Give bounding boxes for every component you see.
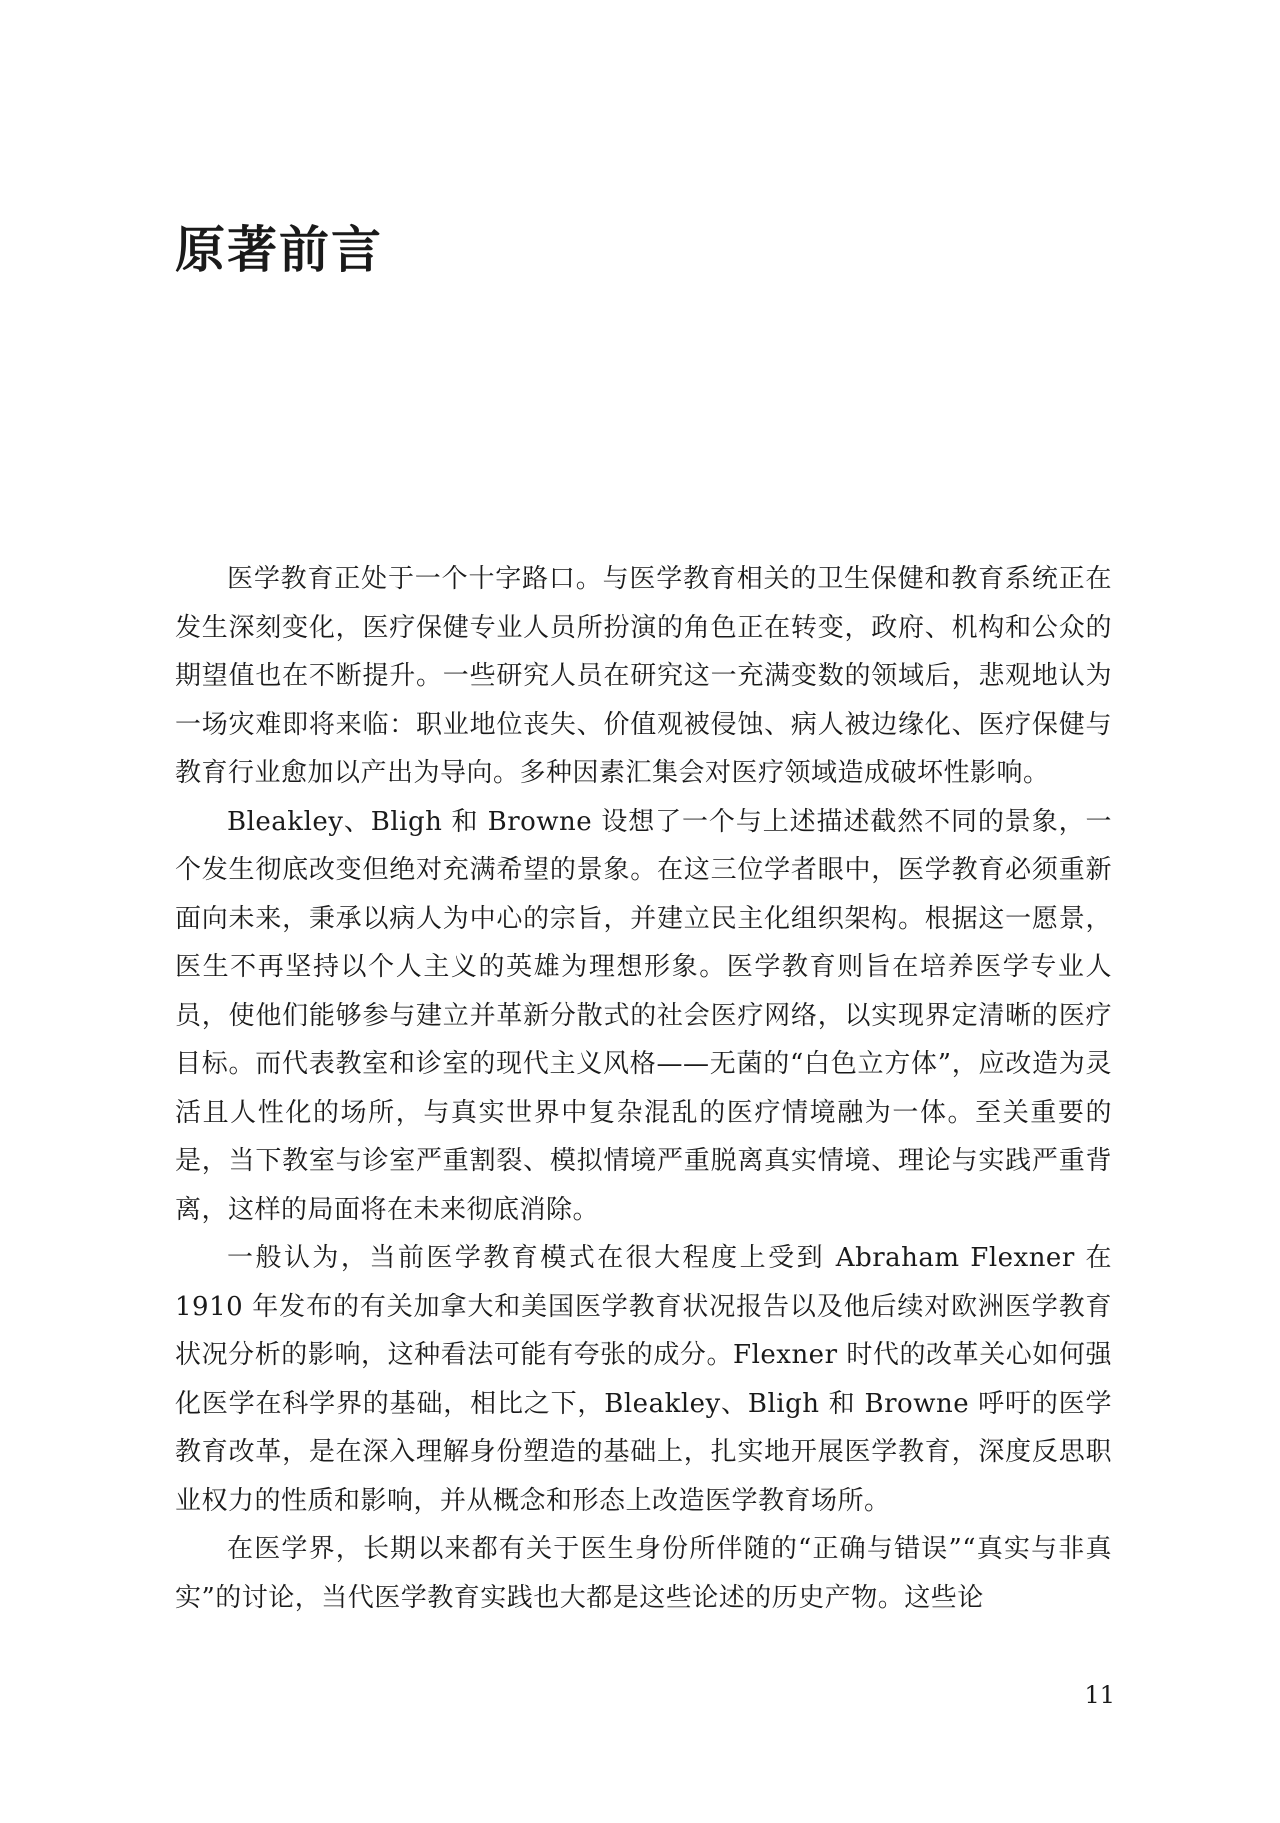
paragraph: 一般认为，当前医学教育模式在很大程度上受到 Abraham Flexner 在 1910 年发布的有关加拿大和美国医学教育状况报告以及他后续对欧洲医学教育状况分析的影响，这种看法可能有夸张的成分。Flexner 时代的改革关心如何强化医学在科学界的基础，相比之下，Bleakley、Bligh 和 Browne 呼吁的医学教育改革，是在深入理解身份塑造的基础上，扎实地开展医学教育，深度反思职业权力的性质和影响，并从概念和形态上改造医学教育场所。 [175, 1243, 1112, 1516]
paragraph: Bleakley、Bligh 和 Browne 设想了一个与上述描述截然不同的景象，一个发生彻底改变但绝对充满希望的景象。在这三位学者眼中，医学教育必须重新面向未来，秉承以病人为中心的宗旨，并建立民主化组织架构。根据这一愿景，医生不再坚持以个人主义的英雄为理想形象。医学教育则旨在培养医学专业人员，使他们能够参与建立并革新分散式的社会医疗网络，以实现界定清晰的医疗目标。而代表教室和诊室的现代主义风格——无菌的“白色立方体”，应改造为灵活且人性化的场所，与真实世界中复杂混乱的医疗情境融为一体。至关重要的是，当下教室与诊室严重割裂、模拟情境严重脱离真实情境、理论与实践严重背离，这样的局面将在未来彻底消除。 [175, 806, 1112, 1225]
paragraph: 在医学界，长期以来都有关于医生身份所伴随的“正确与错误”“真实与非真实”的讨论，当代医学教育实践也大都是这些论述的历史产物。这些论 [175, 1534, 1112, 1613]
page-number: 11 [1084, 1681, 1115, 1709]
page-title: 原著前言 [175, 220, 383, 279]
body-text [175, 555, 1112, 1622]
paragraph: 医学教育正处于一个十字路口。与医学教育相关的卫生保健和教育系统正在发生深刻变化，医疗保健专业人员所扮演的角色正在转变，政府、机构和公众的期望值也在不断提升。一些研究人员在研究这一充满变数的领域后，悲观地认为一场灾难即将来临：职业地位丧失、价值观被侵蚀、病人被边缘化、医疗保健与教育行业愈加以产出为导向。多种因素汇集会对医疗领域造成破坏性影响。 [175, 564, 1112, 788]
